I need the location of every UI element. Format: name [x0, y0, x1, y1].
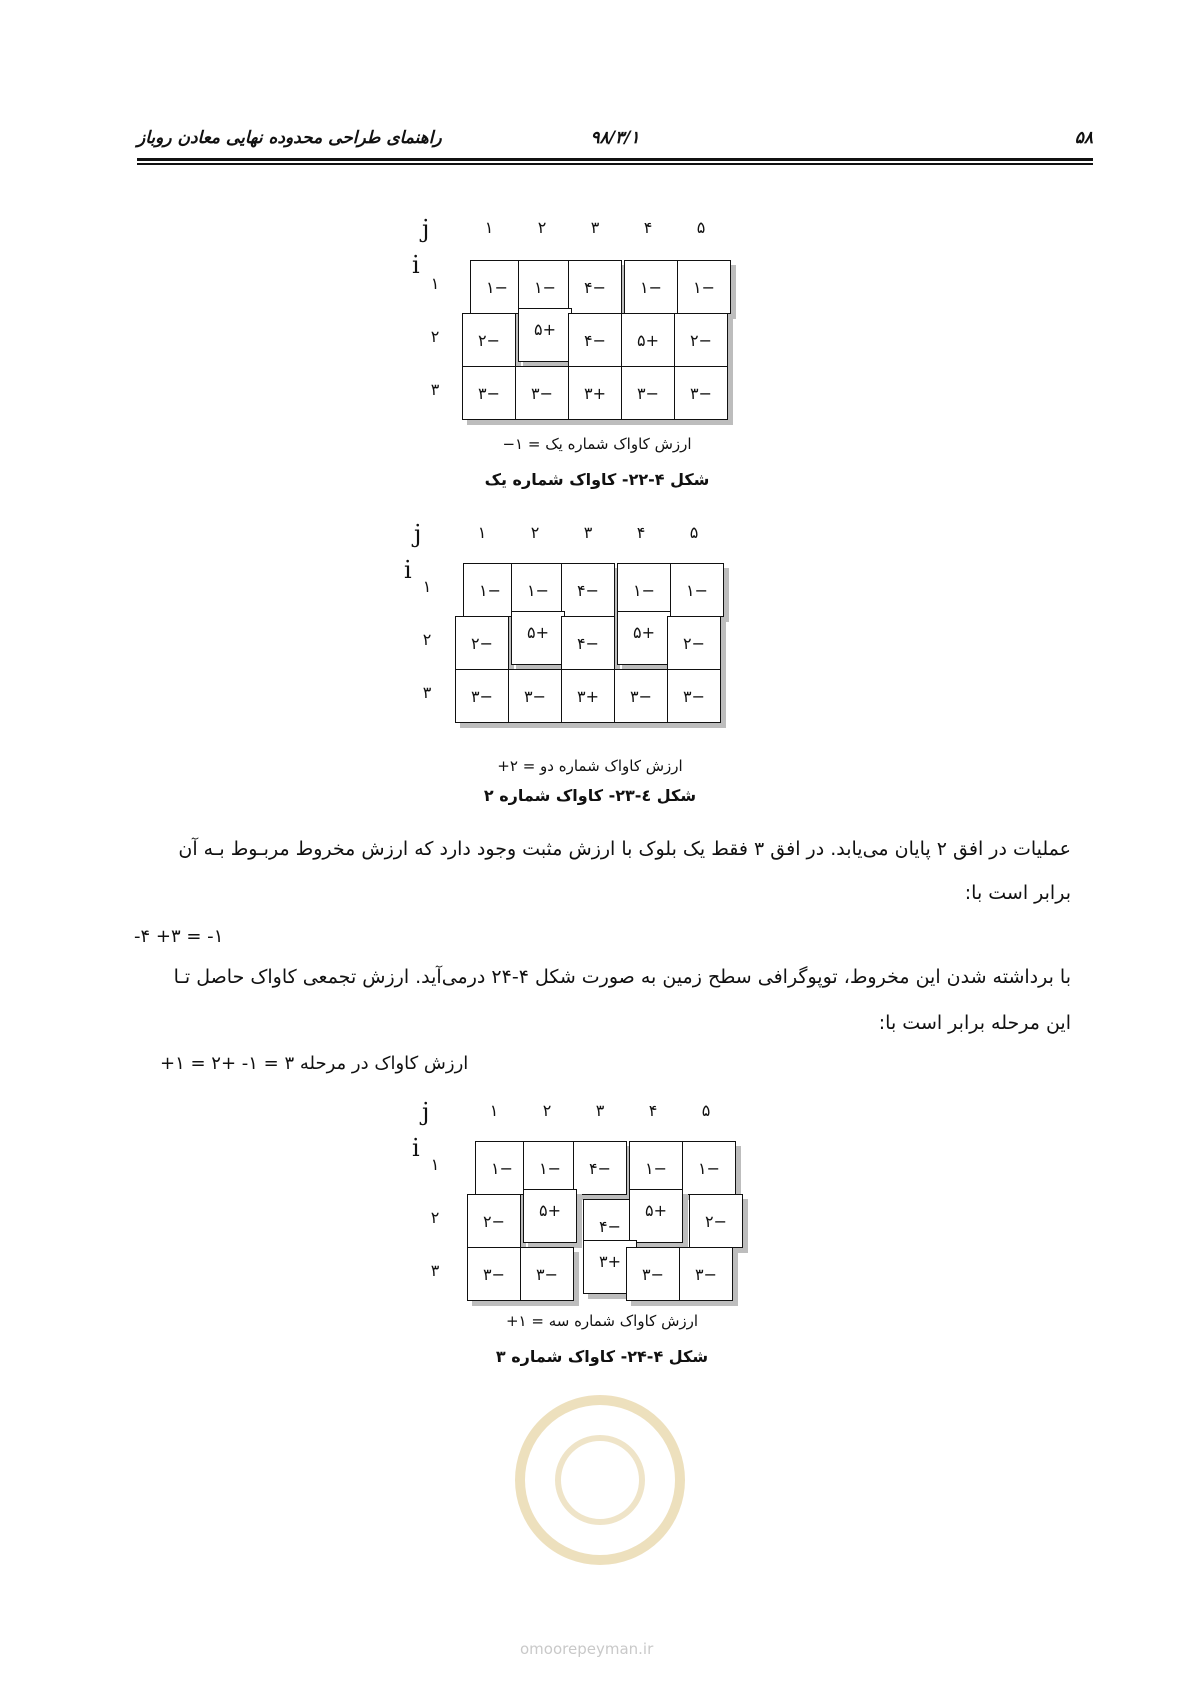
- block-cell: [667, 616, 721, 670]
- figure-caption: شکل ۴-۲۲- کاواک شماره یک: [484, 470, 710, 489]
- block-value: +۳: [584, 383, 606, 403]
- column-header: ۵: [689, 523, 699, 542]
- block-value: −۳: [531, 383, 553, 403]
- block-value: −۴: [577, 633, 599, 653]
- column-header: ۴: [648, 1101, 658, 1120]
- block-value: +۵: [534, 319, 556, 339]
- block-value: +۵: [637, 330, 659, 350]
- header-date: ۹۸/۳/۱: [590, 128, 640, 148]
- block-value: −۱: [527, 580, 549, 600]
- block-cell: [462, 366, 516, 420]
- block-value: −۳: [683, 686, 705, 706]
- block-value: −۲: [478, 330, 500, 350]
- block-cell: [561, 563, 615, 617]
- paragraph-1-line-1: عملیات در افق ۲ پایان می‌یابد. در افق ۳ فقط یک بلوک با ارزش مثبت وجود دارد که ارزش مخروط مربـوط بـه آن: [178, 838, 1071, 860]
- column-header: ۱: [484, 218, 494, 237]
- page-number: ۵۸: [1074, 128, 1093, 148]
- block-cell: [523, 1189, 577, 1243]
- block-cell: [561, 669, 615, 723]
- column-header: ۴: [636, 523, 646, 542]
- block-value: −۳: [630, 686, 652, 706]
- block-cell: [462, 313, 516, 367]
- block-cell: [679, 1247, 733, 1301]
- block-cell: [674, 313, 728, 367]
- block-cell: [624, 260, 678, 314]
- block-value: −۲: [705, 1211, 727, 1231]
- figure-caption: شکل ٤-۲۳- کاواک شماره ۲: [483, 786, 697, 805]
- row-header: ۱: [422, 577, 432, 596]
- axis-j-label: j: [414, 520, 422, 548]
- row-header: ۲: [430, 1208, 440, 1227]
- block-cell: [455, 616, 509, 670]
- block-value: −۱: [534, 277, 556, 297]
- block-value: −۳: [536, 1264, 558, 1284]
- seal-watermark: [515, 1395, 685, 1565]
- block-cell: [455, 669, 509, 723]
- block-value: −۱: [486, 277, 508, 297]
- block-cell: [518, 260, 572, 314]
- column-header: ۳: [595, 1101, 605, 1120]
- block-cell: [617, 611, 671, 665]
- block-value: −۱: [686, 580, 708, 600]
- row-header: ۳: [430, 1261, 440, 1280]
- block-cell: [523, 1141, 577, 1195]
- block-cell: [568, 366, 622, 420]
- equation-2: ارزش کاواک در مرحله ۳ = ۱- +۲ = ۱+: [160, 1053, 469, 1074]
- block-cell: [520, 1247, 574, 1301]
- block-value: −۲: [471, 633, 493, 653]
- block-cell: [511, 611, 565, 665]
- block-value: +۵: [633, 622, 655, 642]
- block-value: −۱: [698, 1158, 720, 1178]
- block-cell: [621, 313, 675, 367]
- block-cell: [617, 563, 671, 617]
- axis-i-label: i: [412, 1134, 420, 1162]
- block-value: −۴: [584, 277, 606, 297]
- block-value: +۵: [527, 622, 549, 642]
- header-rule-thin: [137, 163, 1093, 165]
- row-header: ۲: [430, 327, 440, 346]
- pit-value-label: ارزش کاواک شماره دو = ۲+: [497, 757, 683, 775]
- block-value: −۳: [524, 686, 546, 706]
- column-header: ۱: [489, 1101, 499, 1120]
- block-cell: [518, 308, 572, 362]
- column-header: ۳: [590, 218, 600, 237]
- row-header: ۳: [430, 380, 440, 399]
- block-cell: [677, 260, 731, 314]
- paragraph-2-line-2: این مرحله برابر است با:: [878, 1012, 1071, 1034]
- paragraph-2-line-1: با برداشته شدن این مخروط، توپوگرافی سطح زمین به صورت شکل ۴-۲۴ درمی‌آید. ارزش تجمعی کاواک حاصل تـا: [173, 966, 1071, 988]
- block-value: −۳: [637, 383, 659, 403]
- pit-value-label: ارزش کاواک شماره سه = ۱+: [505, 1312, 699, 1330]
- block-value: −۱: [633, 580, 655, 600]
- column-header: ۲: [537, 218, 547, 237]
- block-value: −۱: [491, 1158, 513, 1178]
- figure-caption: شکل ۴-۲۴- کاواک شماره ۳: [495, 1347, 709, 1366]
- row-header: ۳: [422, 683, 432, 702]
- header-title: راهنمای طراحی محدوده نهایی معادن روباز: [137, 128, 442, 148]
- block-cell: [475, 1141, 529, 1195]
- block-value: −۱: [645, 1158, 667, 1178]
- header-rule: [137, 158, 1093, 161]
- block-cell: [470, 260, 524, 314]
- block-cell: [629, 1189, 683, 1243]
- block-value: −۴: [599, 1216, 621, 1236]
- block-value: −۳: [478, 383, 500, 403]
- row-header: ۱: [430, 274, 440, 293]
- column-header: ۳: [583, 523, 593, 542]
- block-value: +۵: [645, 1200, 667, 1220]
- block-cell: [515, 366, 569, 420]
- axis-j-label: j: [422, 215, 430, 243]
- block-value: −۳: [471, 686, 493, 706]
- block-cell: [568, 313, 622, 367]
- block-value: +۳: [599, 1251, 621, 1271]
- block-value: −۲: [683, 633, 705, 653]
- block-value: −۴: [589, 1158, 611, 1178]
- block-value: −۳: [642, 1264, 664, 1284]
- block-cell: [467, 1247, 521, 1301]
- block-cell: [508, 669, 562, 723]
- block-cell: [568, 260, 622, 314]
- block-cell: [511, 563, 565, 617]
- axis-j-label: j: [422, 1098, 430, 1126]
- block-cell: [626, 1247, 680, 1301]
- block-cell: [670, 563, 724, 617]
- block-cell: [561, 616, 615, 670]
- axis-i-label: i: [404, 556, 412, 584]
- row-header: ۲: [422, 630, 432, 649]
- block-value: −۱: [539, 1158, 561, 1178]
- block-value: −۱: [640, 277, 662, 297]
- block-cell: [689, 1194, 743, 1248]
- block-value: −۴: [577, 580, 599, 600]
- column-header: ۵: [696, 218, 706, 237]
- seal-inner-ring: [555, 1435, 645, 1525]
- pit-value-label: ارزش کاواک شماره یک = ۱−: [502, 435, 692, 453]
- block-cell: [682, 1141, 736, 1195]
- column-header: ۴: [643, 218, 653, 237]
- block-value: −۳: [695, 1264, 717, 1284]
- row-header: ۱: [430, 1155, 440, 1174]
- block-cell: [621, 366, 675, 420]
- block-value: −۳: [690, 383, 712, 403]
- block-cell: [667, 669, 721, 723]
- block-value: −۲: [690, 330, 712, 350]
- block-value: −۲: [483, 1211, 505, 1231]
- block-cell: [629, 1141, 683, 1195]
- axis-i-label: i: [412, 251, 420, 279]
- paragraph-1-line-2: برابر است با:: [964, 882, 1071, 904]
- column-header: ۵: [701, 1101, 711, 1120]
- column-header: ۲: [530, 523, 540, 542]
- block-value: −۳: [483, 1264, 505, 1284]
- block-value: −۴: [584, 330, 606, 350]
- block-cell: [467, 1194, 521, 1248]
- block-cell: [463, 563, 517, 617]
- watermark-url: omoorepeyman.ir: [520, 1640, 654, 1658]
- column-header: ۱: [477, 523, 487, 542]
- equation-1: ۱- = ۳+ ۴-: [134, 926, 224, 947]
- block-cell: [674, 366, 728, 420]
- block-cell: [614, 669, 668, 723]
- block-value: +۳: [577, 686, 599, 706]
- block-value: +۵: [539, 1200, 561, 1220]
- block-value: −۱: [479, 580, 501, 600]
- column-header: ۲: [542, 1101, 552, 1120]
- block-value: −۱: [693, 277, 715, 297]
- block-cell: [573, 1141, 627, 1195]
